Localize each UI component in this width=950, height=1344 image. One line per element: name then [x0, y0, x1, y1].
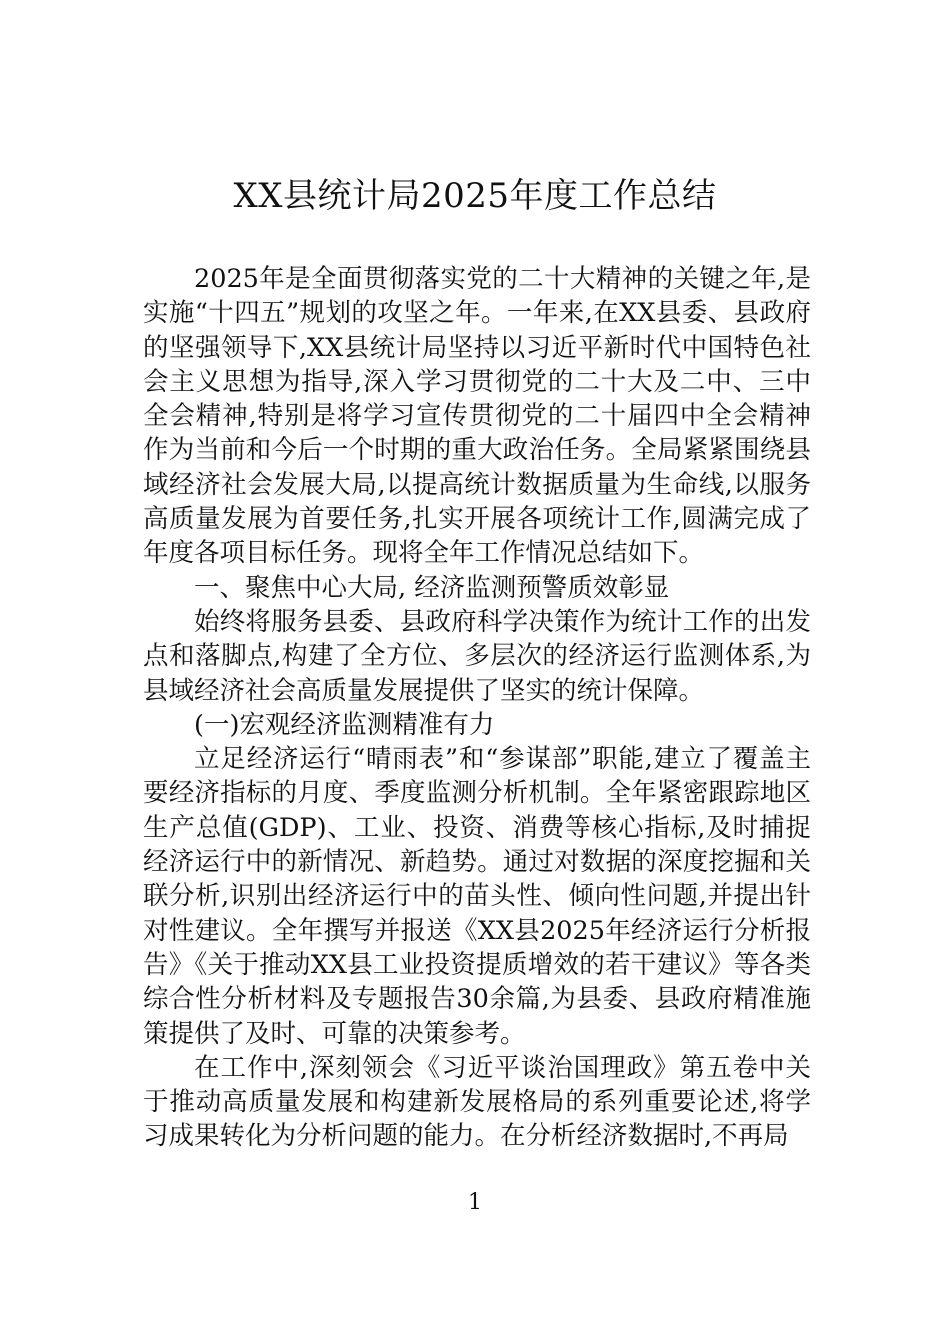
paragraph-section-1: 始终将服务县委、县政府科学决策作为统计工作的出发点和落脚点,构建了全方位、多层次的经济运行监测体系,为县域经济社会高质量发展提供了坚实的统计保障。 [143, 606, 811, 706]
page-number: 1 [468, 1190, 482, 1215]
section-heading-1: 一、聚焦中心大局, 经济监测预警质效彰显 [194, 572, 670, 603]
document-title: XX县统计局2025年度工作总结 [233, 176, 717, 216]
paragraph-macro-monitoring: 立足经济运行“晴雨表”和“参谋部”职能,建立了覆盖主要经济指标的月度、季度监测分析机制。全年紧密跟踪地区生产总值(GDP)、工业、投资、消费等核心指标,及时捕捉经济运行中的新情况、新趋势。通过对数据的深度挖掘和关联分析,识别出经济运行中的苗头性、倾向性问题,并提出针对性建议。全年撰写并报送《XX县2025年经济运行分析报告》《关于推动XX县工业投资提质增效的若干建议》等各类综合性分析材料及专题报告30余篇,为县委、县政府精准施策提供了及时、可靠的决策参考。 [143, 744, 811, 1049]
paragraph-intro: 2025年是全面贯彻落实党的二十大精神的关键之年,是实施“十四五”规划的攻坚之年。一年来,在XX县委、县政府的坚强领导下,XX县统计局坚持以习近平新时代中国特色社会主义思想为指导,深入学习贯彻党的二十大及二中、三中全会精神,特别是将学习宣传贯彻党的二十届四中全会精神作为当前和今后一个时期的重大政治任务。全局紧紧围绕县域经济社会发展大局,以提高统计数据质量为生命线,以服务高质量发展为首要任务,扎实开展各项统计工作,圆满完成了年度各项目标任务。现将全年工作情况总结如下。 [143, 264, 811, 569]
paragraph-study-application: 在工作中,深刻领会《习近平谈治国理政》第五卷中关于推动高质量发展和构建新发展格局的系列重要论述,将学习成果转化为分析问题的能力。在分析经济数据时,不再局 [143, 1052, 811, 1152]
document-body [143, 262, 811, 1154]
subsection-heading-1: (一)宏观经济监测精准有力 [194, 709, 495, 740]
